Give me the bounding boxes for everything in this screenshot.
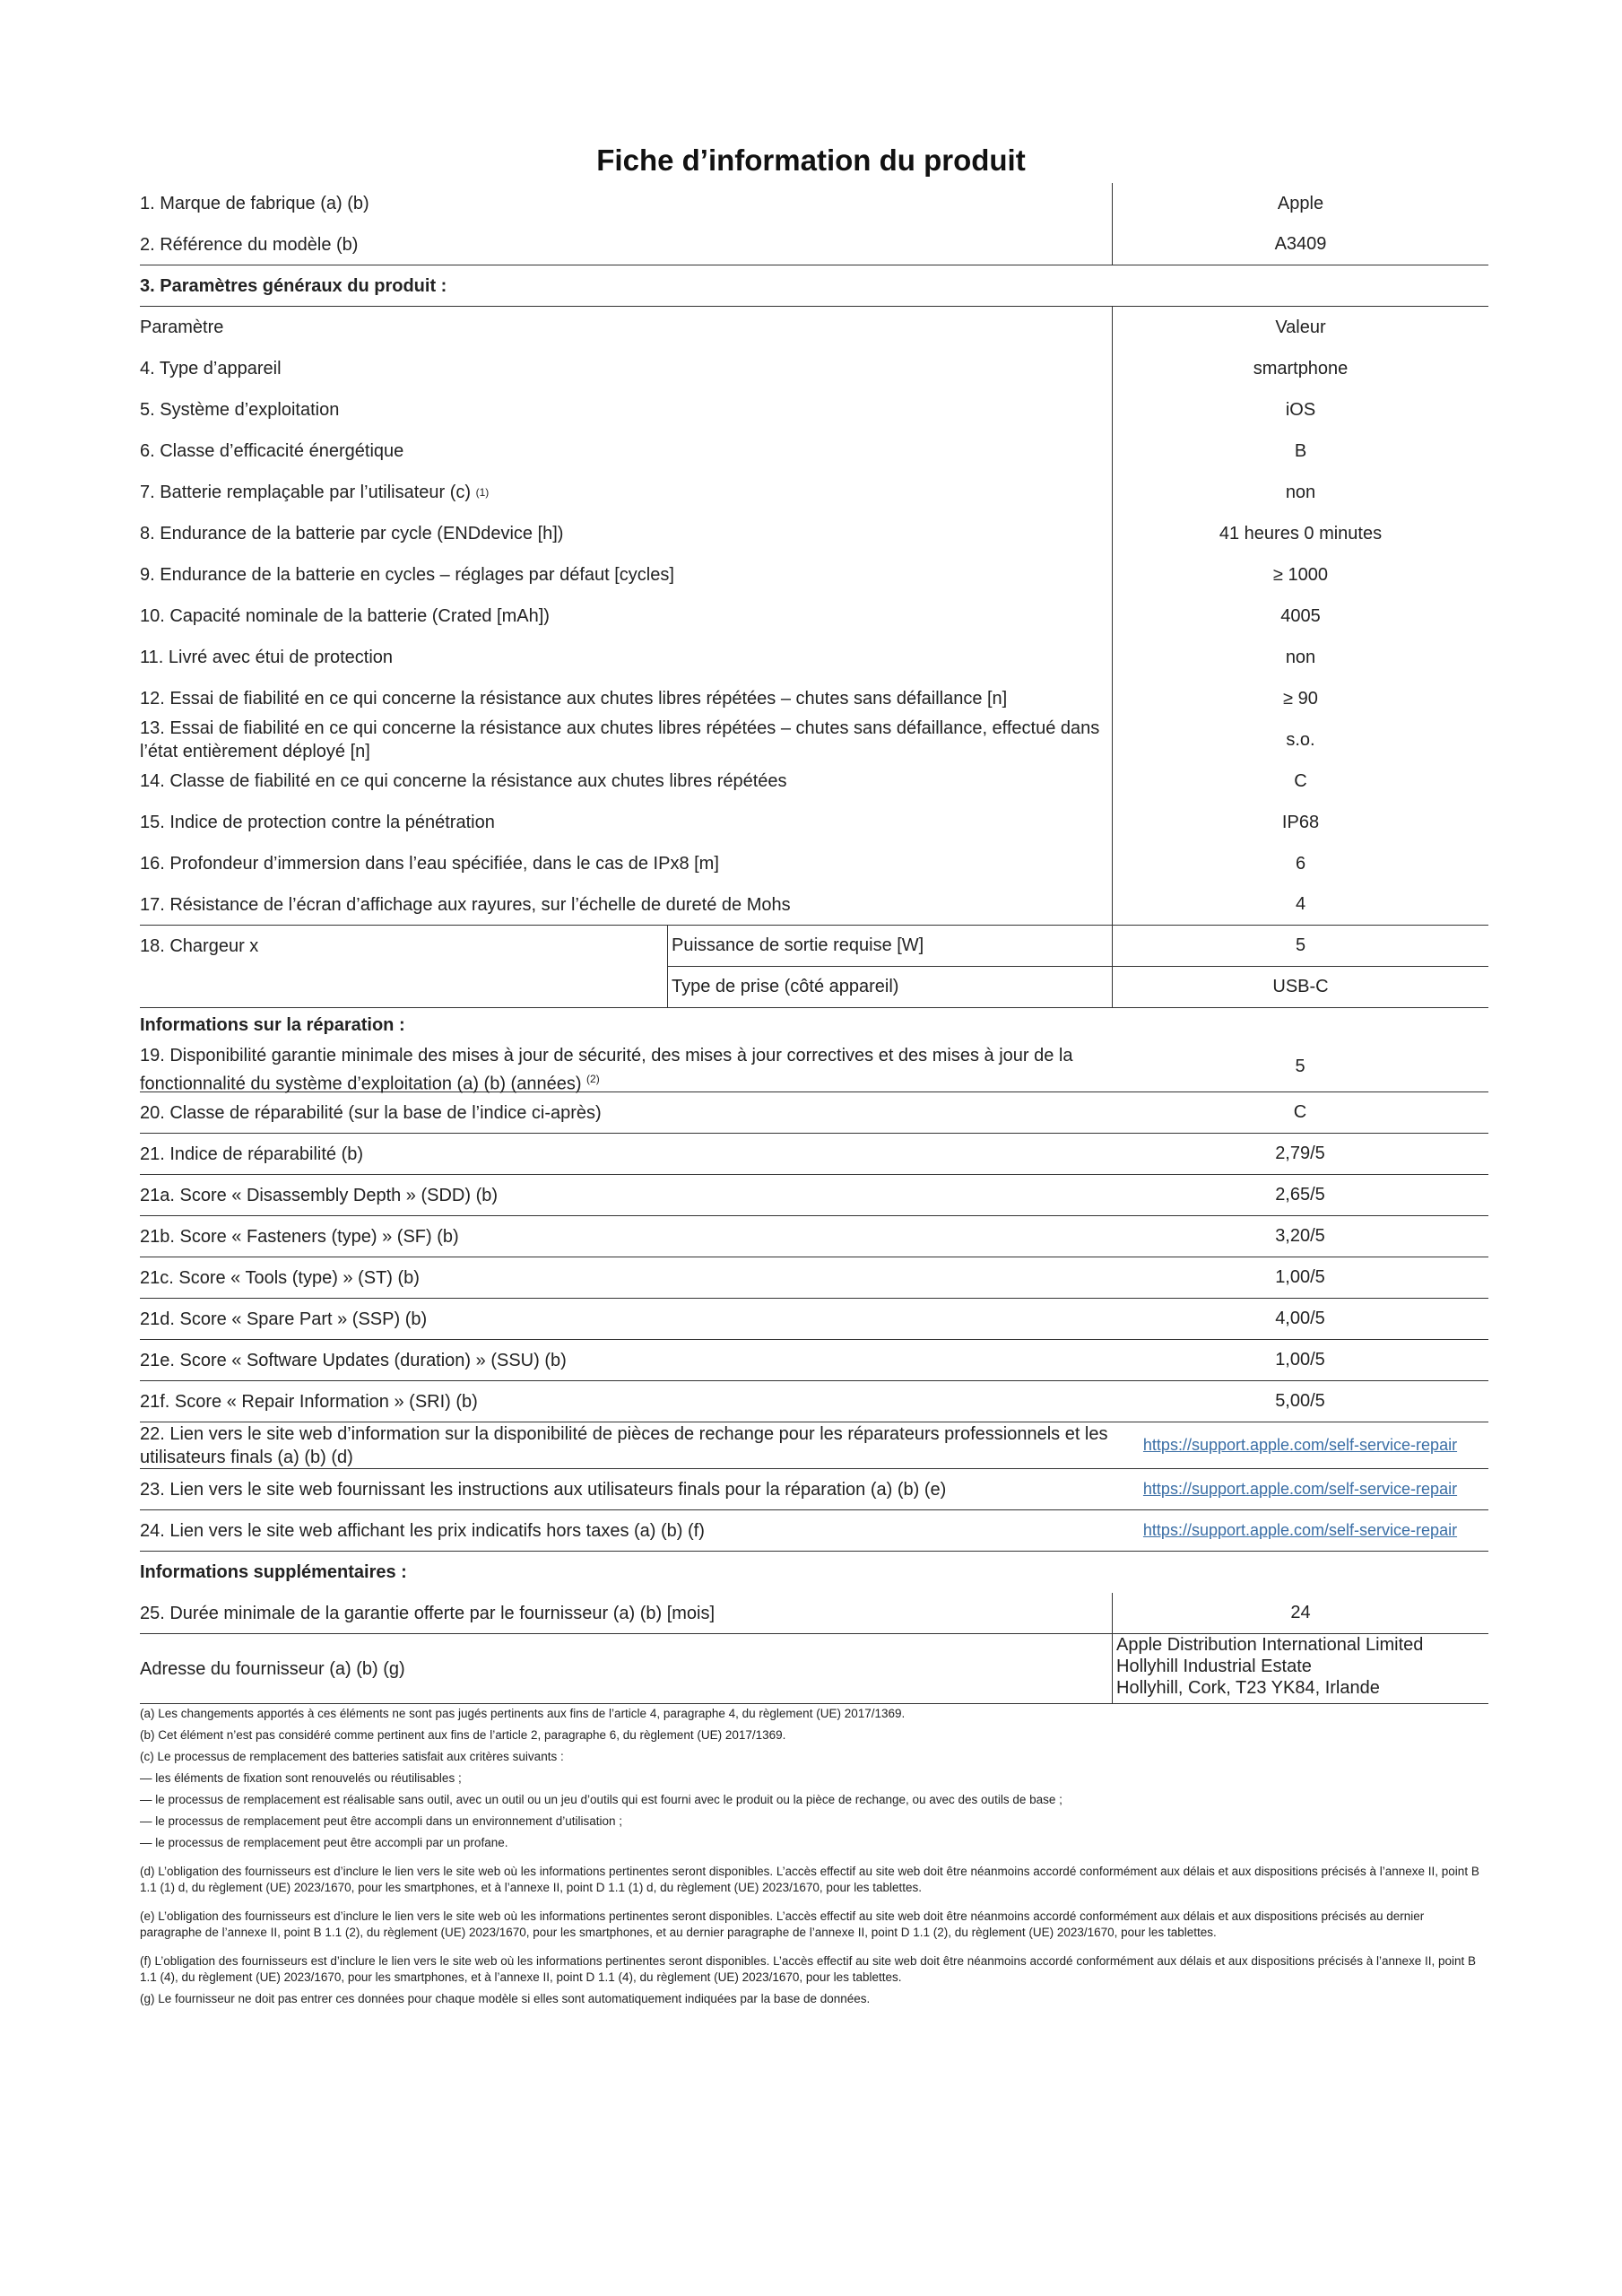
row-value: IP68 <box>1112 802 1488 843</box>
footnote: (e) L’obligation des fournisseurs est d’inclure le lien vers le site web où les informations pertinentes seront disponibles. L’accès effectif au site web doit être néanmoins accordé conformément aux délais et aux dispositions précisés au dernier paragraphe de l’annexe II, point B 1.1 (2), du règlement (UE) 2023/1670, pour les smartphones, et au dernier paragraphe de l’annexe II, point D 1.1 (2), du règlement (UE) 2023/1670, pour les tablettes. <box>140 1909 1425 1939</box>
row-value: B <box>1112 430 1488 472</box>
row-value: 2,65/5 <box>1275 1185 1325 1205</box>
row-value: C <box>1112 761 1488 802</box>
table-row <box>140 1299 1488 1340</box>
row-label: 21b. Score « Fasteners (type) » (SF) (b) <box>140 1226 459 1247</box>
section-header <box>140 1552 1488 1593</box>
row-value: 4,00/5 <box>1275 1309 1325 1328</box>
row-label: 17. Résistance de l’écran d’affichage aux rayures, sur l’échelle de dureté de Mohs <box>140 894 791 915</box>
row-label: 13. Essai de fiabilité en ce qui concerne la résistance aux chutes libres répétées – chutes sans défaillance, effectué dans l’état entièrement déployé [n] <box>140 718 1100 761</box>
product-info-table <box>140 183 1488 1704</box>
row-value: 2,79/5 <box>1275 1144 1325 1163</box>
supplier-address <box>1112 1634 1488 1703</box>
row-value: smartphone <box>1112 348 1488 389</box>
row-value: ≥ 1000 <box>1112 554 1488 596</box>
footnote-marker: (2) <box>586 1073 600 1085</box>
table-row <box>140 183 1488 224</box>
table-row <box>140 761 1488 802</box>
row-label: 23. Lien vers le site web fournissant les instructions aux utilisateurs finals pour la réparation (a) (b) (e) <box>140 1479 947 1500</box>
row-label: 1. Marque de fabrique (a) (b) <box>140 194 369 213</box>
table-row <box>140 1216 1488 1257</box>
row-label: 25. Durée minimale de la garantie offerte par le fournisseur (a) (b) [mois] <box>140 1603 716 1623</box>
section-header <box>140 1008 1488 1042</box>
row-value: 1,00/5 <box>1275 1350 1325 1370</box>
table-row <box>140 389 1488 430</box>
row-label: 14. Classe de fiabilité en ce qui concerne la résistance aux chutes libres répétées <box>140 771 787 791</box>
table-row <box>140 224 1488 265</box>
table-row <box>140 1593 1488 1634</box>
row-label: 21d. Score « Spare Part » (SSP) (b) <box>140 1309 428 1329</box>
prices-link[interactable]: https://support.apple.com/self-service-repair <box>1142 1521 1458 1539</box>
row-value: 3,20/5 <box>1275 1226 1325 1246</box>
row-value: s.o. <box>1112 719 1488 761</box>
spare-parts-link[interactable]: https://support.apple.com/self-service-repair <box>1142 1436 1458 1454</box>
table-row <box>140 1340 1488 1381</box>
row-value: Apple <box>1112 183 1488 224</box>
row-value: 6 <box>1112 843 1488 884</box>
row-label: 21e. Score « Software Updates (duration) » (SSU) (b) <box>140 1350 567 1370</box>
footnote: (d) L’obligation des fournisseurs est d’inclure le lien vers le site web où les informations pertinentes seront disponibles. L’accès effectif au site web doit être néanmoins accordé conformément aux délais et aux dispositions précisés à l’annexe II, point B 1.1 (1) d, du règlement (UE) 2023/1670, pour les smartphones, et à l’annexe II, point D 1.1 (1) d, du règlement (UE) 2023/1670, pour les tablettes. <box>140 1865 1479 1894</box>
row-label: 21. Indice de réparabilité (b) <box>140 1144 364 1164</box>
section-title: 3. Paramètres généraux du produit : <box>140 275 447 296</box>
row-label: 16. Profondeur d’immersion dans l’eau spécifiée, dans le cas de IPx8 [m] <box>140 854 719 874</box>
row-value: non <box>1112 637 1488 678</box>
charger-subrow <box>667 967 1488 1008</box>
row-value: 5 <box>1295 1057 1305 1076</box>
row-value: iOS <box>1112 389 1488 430</box>
table-row <box>140 1381 1488 1422</box>
page-title: Fiche d’information du produit <box>596 144 1026 177</box>
table-header-row <box>140 307 1488 348</box>
column-header-parameter: Paramètre <box>140 317 224 337</box>
row-label: 8. Endurance de la batterie par cycle (ENDdevice [h]) <box>140 524 564 544</box>
row-value: 4005 <box>1112 596 1488 637</box>
footnote: — le processus de remplacement peut être accompli dans un environnement d’utilisation ; <box>140 1814 623 1828</box>
charger-sub-value: 5 <box>1112 926 1488 966</box>
row-label: Adresse du fournisseur (a) (b) (g) <box>140 1658 405 1679</box>
table-row-charger <box>140 926 1488 1008</box>
row-label: 2. Référence du modèle (b) <box>140 234 359 255</box>
row-label <box>140 1042 1112 1094</box>
row-label: 22. Lien vers le site web d’information sur la disponibilité de pièces de rechange pour les réparateurs professionnels et les utilisateurs finals (a) (b) (d) <box>140 1423 1108 1467</box>
row-label: 11. Livré avec étui de protection <box>140 648 394 667</box>
row-value: 5,00/5 <box>1275 1391 1325 1411</box>
table-row <box>140 1257 1488 1299</box>
footnote: (c) Le processus de remplacement des batteries satisfait aux critères suivants : <box>140 1750 564 1763</box>
table-row <box>140 1092 1488 1134</box>
footnote: — les éléments de fixation sont renouvelés ou réutilisables ; <box>140 1771 462 1785</box>
table-row-address <box>140 1634 1488 1704</box>
section-header <box>140 265 1488 307</box>
table-row <box>140 513 1488 554</box>
row-label: 20. Classe de réparabilité (sur la base de l’indice ci-après) <box>140 1102 602 1123</box>
row-value: C <box>1293 1102 1307 1122</box>
section-title: Informations supplémentaires : <box>140 1562 407 1582</box>
footnote: (a) Les changements apportés à ces éléments ne sont pas jugés pertinents aux fins de l’article 4, paragraphe 4, du règlement (UE) 2017/1369. <box>140 1707 906 1720</box>
row-value: 41 heures 0 minutes <box>1112 513 1488 554</box>
table-row <box>140 637 1488 678</box>
row-label: 15. Indice de protection contre la pénétration <box>140 813 495 832</box>
row-value: 4 <box>1112 884 1488 925</box>
row-label: 21a. Score « Disassembly Depth » (SDD) (b) <box>140 1185 499 1205</box>
charger-sub-value: USB-C <box>1112 967 1488 1008</box>
row-label: 12. Essai de fiabilité en ce qui concerne la résistance aux chutes libres répétées – chutes sans défaillance [n] <box>140 689 1008 709</box>
row-value: A3409 <box>1112 224 1488 265</box>
table-row <box>140 348 1488 389</box>
row-label <box>140 472 1112 513</box>
footnote-marker: (1) <box>475 486 490 499</box>
table-row <box>140 719 1488 761</box>
table-row <box>140 1134 1488 1175</box>
row-label-text: 19. Disponibilité garantie minimale des mises à jour de sécurité, des mises à jour correctives et des mises à jour de la fonctionnalité du système d’exploitation (a) (b) (années) <box>140 1046 1073 1094</box>
table-row <box>140 843 1488 884</box>
row-label: 9. Endurance de la batterie en cycles – réglages par défaut [cycles] <box>140 565 674 585</box>
table-row <box>140 802 1488 843</box>
repair-instructions-link[interactable]: https://support.apple.com/self-service-repair <box>1142 1480 1458 1498</box>
footnote: — le processus de remplacement est réalisable sans outil, avec un outil ou un jeu d’outils qui est fourni avec le produit ou la pièce de rechange, ou avec des outils de base ; <box>140 1793 1063 1806</box>
table-row <box>140 1042 1488 1092</box>
row-label-text: 7. Batterie remplaçable par l’utilisateur (c) <box>140 483 472 502</box>
row-label: 24. Lien vers le site web affichant les prix indicatifs hors taxes (a) (b) (f) <box>140 1520 705 1541</box>
table-row <box>140 472 1488 513</box>
footnote: (g) Le fournisseur ne doit pas entrer ces données pour chaque modèle si elles sont automatiquement indiquées par la base de données. <box>140 1992 871 2005</box>
address-line: Hollyhill Industrial Estate <box>1116 1657 1312 1676</box>
row-value: 1,00/5 <box>1275 1267 1325 1287</box>
row-label: 21f. Score « Repair Information » (SRI) (b) <box>140 1391 478 1412</box>
table-row <box>140 884 1488 926</box>
row-value: ≥ 90 <box>1112 678 1488 719</box>
row-value: 24 <box>1112 1593 1488 1633</box>
row-value: non <box>1112 472 1488 513</box>
row-label: 10. Capacité nominale de la batterie (Crated [mAh]) <box>140 606 550 626</box>
footnote: — le processus de remplacement peut être accompli par un profane. <box>140 1836 508 1849</box>
footnote: (b) Cet élément n’est pas considéré comme pertinent aux fins de l’article 2, paragraphe 6, du règlement (UE) 2017/1369. <box>140 1728 786 1742</box>
charger-subrow <box>667 926 1488 967</box>
address-line: Apple Distribution International Limited <box>1116 1635 1424 1655</box>
row-label: 6. Classe d’efficacité énergétique <box>140 441 404 461</box>
table-row <box>140 1422 1488 1469</box>
table-row <box>140 1469 1488 1510</box>
section-title: Informations sur la réparation : <box>140 1015 405 1035</box>
column-header-value: Valeur <box>1112 307 1488 348</box>
table-row <box>140 596 1488 637</box>
table-row <box>140 1510 1488 1552</box>
row-label: 4. Type d’appareil <box>140 359 282 378</box>
table-row <box>140 1175 1488 1216</box>
address-line: Hollyhill, Cork, T23 YK84, Irlande <box>1116 1678 1380 1698</box>
footnote: (f) L’obligation des fournisseurs est d’inclure le lien vers le site web où les informations pertinentes seront disponibles. L’accès effectif au site web doit être néanmoins accordé conformément aux délais et aux dispositions précisés à l’annexe II, point B 1.1 (4), du règlement (UE) 2023/1670, pour les smartphones, et à l’annexe II, point D 1.1 (4), du règlement (UE) 2023/1670, pour les tablettes. <box>140 1954 1477 1984</box>
row-label: 21c. Score « Tools (type) » (ST) (b) <box>140 1267 420 1288</box>
row-label: 18. Chargeur x <box>140 936 259 956</box>
charger-subrows <box>667 926 1488 1007</box>
table-row <box>140 554 1488 596</box>
table-row <box>140 430 1488 472</box>
table-row <box>140 678 1488 719</box>
footnotes <box>140 1706 1488 2013</box>
charger-sub-label: Puissance de sortie requise [W] <box>667 926 1112 966</box>
row-label: 5. Système d’exploitation <box>140 400 340 420</box>
charger-sub-label: Type de prise (côté appareil) <box>667 967 1112 1008</box>
